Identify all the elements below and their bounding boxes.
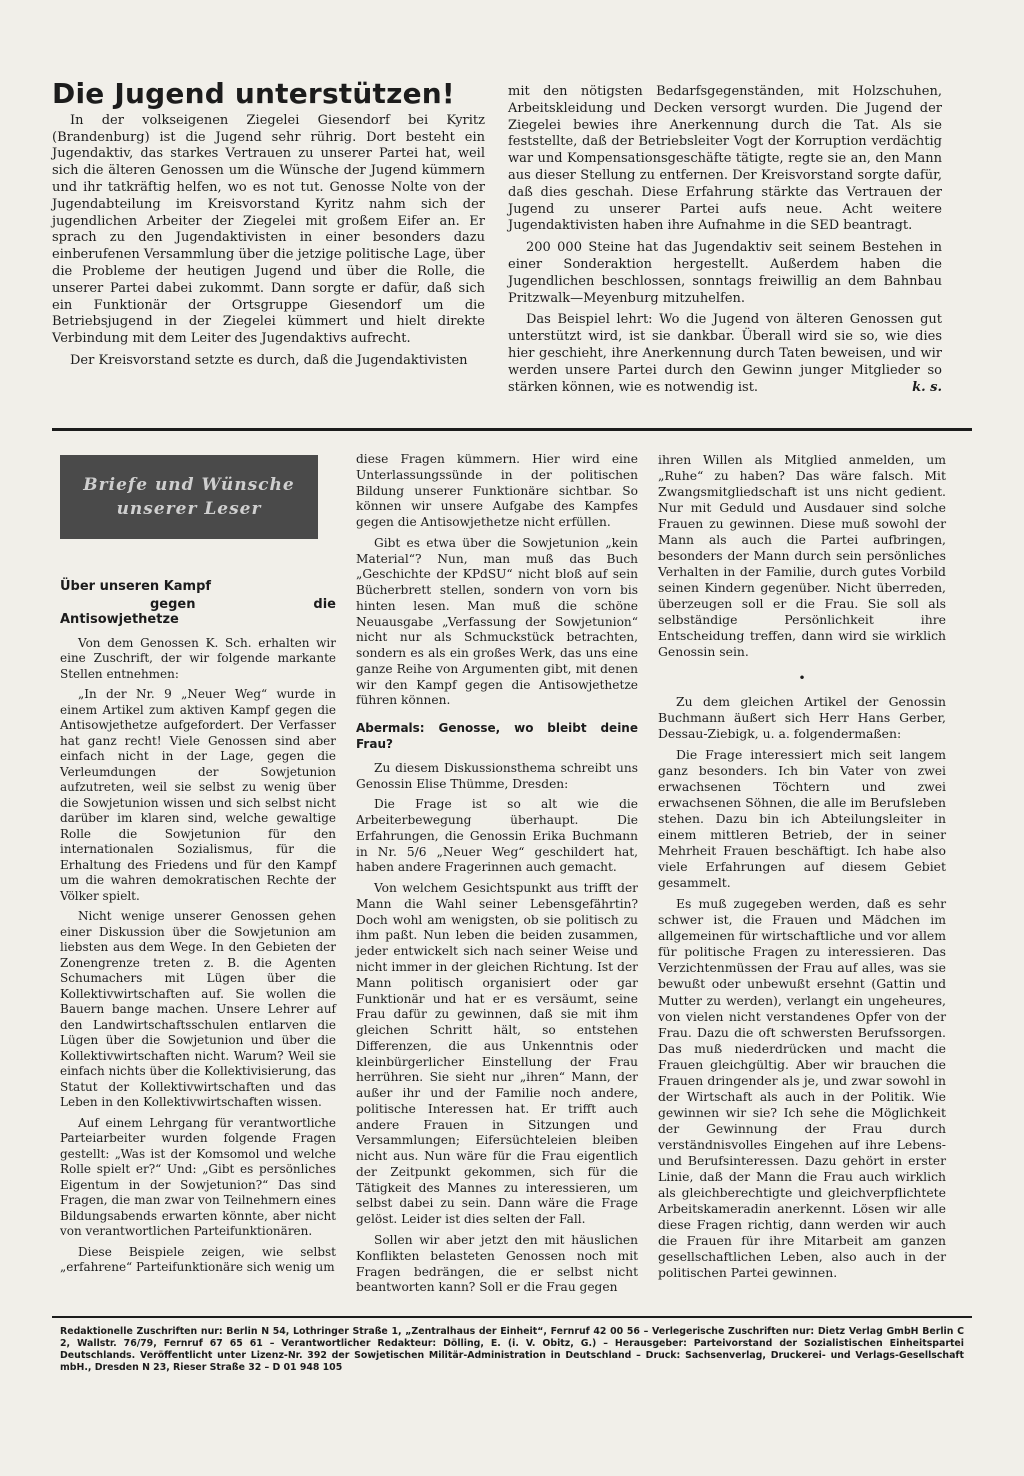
letters-banner — [60, 455, 318, 539]
letter-paragraph: „In der Nr. 9 „Neuer Weg“ wurde in einem Artikel zum aktiven Kampf gegen die Antisowjethetze aufgefordert. Der Verfasser hat ganz recht! Viele Genossen sind aber einfach nicht in der Lage, gegen die Verleumdungen der Sowjetunion aufzutreten, weil sie selbst zu wenig über die Sowjetunion wissen und sich selbst nicht darüber im klaren sind, welche gewaltige Rolle die Sowjetunion für den internationalen Sozialismus, für die Erhaltung des Friedens und für den Kampf um die wahren demokratischen Rechte der Völker spielt. — [60, 687, 336, 903]
section-divider — [52, 428, 972, 431]
banner-line-1: Briefe und Wünsche — [83, 475, 295, 495]
letter-paragraph: Nicht wenige unserer Genossen gehen einer Diskussion über die Sowjetunion am liebsten aus dem Wege. In den Gebieten der Zonengrenze treten z. B. die Agenten Schumachers mit Lügen über die Kollektivwirtschaften auf. Sie wollen die Bauern bange machen. Unsere Lehrer auf den Landwirtschaftsschulen entlarven die Lügen über die Sowjetunion und über die Kollektivwirtschaften nicht. Warum? Weil sie einfach nichts über die Kollektivisierung, das Statut der Kollektivwirtschaften und das Leben in den Kollektivwirtschaften wissen. — [60, 909, 336, 1109]
footer-divider — [52, 1316, 972, 1318]
article-paragraph: Der Kreisvorstand setzte es durch, daß die Jugendaktivisten — [70, 352, 468, 368]
article-paragraph: 200 000 Steine hat das Jugendaktiv seit seinem Bestehen in einer Sonderaktion hergestellt. Außerdem haben die Jugendlichen beschlossen, sonntags freiwillig an dem Bahnbau Pritzwalk—Meyenburg mitzuhelfen. — [508, 240, 942, 306]
article-left-column — [52, 77, 485, 375]
letter-paragraph: ihren Willen als Mitglied anmelden, um „Ruhe“ zu haben? Das wäre falsch. Mit Zwangsmitgliedschaft ist uns nicht gedient. Nur mit Geduld und Ausdauer sind solche Frauen zu gewinnen. Diese muß sowohl der Mann als auch die Partei aufbringen, besonders der Mann durch sein persönliches Verhalten in der Familie, durch gutes Vorbild seinen Kindern gegenüber. Nicht überreden, überzeugen soll er die Frau. Sie soll als selbständige Persönlichkeit ihre Entscheidung treffen, dann wird sie wirklich Genossin sein. — [658, 452, 946, 660]
article-paragraph-text: Das Beispiel lehrt: Wo die Jugend von älteren Genossen gut unterstützt wird, ist sie dankbar. Überall wird sie so, wie dies hier geschieht, ihre Anerkennung durch Taten beweisen, und wir werden unsere Partei durch den Gewinn junger Mitglieder so stärken können, wie es notwendig ist. — [508, 312, 942, 395]
letter-paragraph: Diese Beispiele zeigen, wie selbst „erfahrene“ Parteifunktionäre sich wenig um — [60, 1244, 336, 1274]
section-heading: Abermals: Genosse, wo bleibt deine Frau? — [356, 721, 638, 752]
letters-column-3 — [658, 452, 946, 1286]
letter-paragraph: Die Frage interessiert mich seit langem ganz besonders. Ich bin Vater von zwei erwachsenen Töchtern und zwei erwachsenen Söhnen, die alle im Berufsleben stehen. Dazu bin ich Abteilungsleiter in einem mittleren Betrieb, der in seiner Mehrheit Frauen beschäftigt. Ich habe also viele Erfahrungen auf diesem Gebiet gesammelt. — [658, 747, 946, 891]
letters-column-1 — [60, 452, 336, 1281]
article-headline: Die Jugend unterstützen! — [52, 77, 455, 110]
section-heading: Über unseren Kampf — [60, 579, 212, 594]
article-paragraph: mit den nötigsten Bedarfsgegenständen, mit Holzschuhen, Arbeitskleidung und Decken versorgt wurden. Die Jugend der Ziegelei bewies ihre Anerkennung durch die Tat. Als sie feststellte, daß der Betriebsleiter Vogt der Korruption verdächtig war und Kompensationsgeschäfte tätigte, regte sie an, den Mann aus dieser Stellung zu entfernen. Der Kreisvorstand sorgte dafür, daß dies geschah. Diese Erfahrung stärkte das Vertrauen der Jugend zu unserer Partei aufs neue. Acht weitere Jugendaktivisten haben ihre Aufnahme in die SED beantragt. — [508, 84, 942, 234]
separator-bullet: • — [798, 670, 806, 686]
letter-paragraph: Sollen wir aber jetzt den mit häuslichen Konflikten belasteten Genossen noch mit Fragen bedrängen, die er selbst nicht beantworten kann? Soll er die Frau gegen — [356, 1232, 638, 1295]
letter-paragraph: Von dem Genossen K. Sch. erhalten wir eine Zuschrift, der wir folgende markante Stellen entnehmen: — [60, 635, 336, 681]
article-paragraph — [508, 312, 942, 396]
article-right-column — [508, 84, 942, 401]
author-signature: k. s. — [912, 379, 942, 395]
section-heading-continued: gegen die Antisowjethetze — [60, 596, 336, 627]
letter-paragraph: diese Fragen kümmern. Hier wird eine Unterlassungssünde in der politischen Bildung unserer Funktionäre sichtbar. So können wir unsere Aufgabe des Kampfes gegen die Antisowjethetze nicht erfüllen. — [356, 452, 638, 530]
letter-paragraph: Auf einem Lehrgang für verantwortliche Parteiarbeiter wurden folgende Fragen gestellt: „Was ist der Komsomol und welche Rolle spielt er?“ Und: „Gibt es persönliches Eigentum in der Sowjetunion?“ Das sind Fragen, die man zwar von Teilnehmern eines Bildungsabends erwarten könnte, aber nicht von verantwortlichen Parteifunktionären. — [60, 1115, 336, 1238]
letters-column-2 — [356, 452, 638, 1301]
article-paragraph: In der volkseigenen Ziegelei Giesendorf bei Kyritz (Brandenburg) ist die Jugend sehr rührig. Dort besteht ein Jugendaktiv, das starkes Vertrauen zu unserer Partei hat, weil sich die älteren Genossen um die Wünsche der Jugend kümmern und ihr tatkräftig helfen, wo es not tut. Genosse Nolte von der Jugendabteilung im Kreisvorstand Kyritz nahm sich der jugendlichen Arbeiter der Ziegelei mit großem Eifer an. Er sprach zu den Jugendaktivisten in einer besonders dazu einberufenen Versammlung über die jetzige politische Lage, über die Probleme der heutigen Jugend und über die Rolle, die unserer Partei dabei zukommt. Dann sorgte er dafür, daß sich ein Funktionär der Ortsgruppe Giesendorf um die Betriebsjugend in der Ziegelei kümmert und hielt direkte Verbindung mit dem Leiter des Jugendaktivs aufrecht. — [52, 112, 485, 347]
letter-paragraph: Zu diesem Diskussionsthema schreibt uns Genossin Elise Thümme, Dresden: — [356, 760, 638, 791]
letter-paragraph: Zu dem gleichen Artikel der Genossin Buchmann äußert sich Herr Hans Gerber, Dessau-Ziebigk, u. a. folgendermaßen: — [658, 694, 946, 742]
letter-paragraph: Von welchem Gesichtspunkt aus trifft der Mann die Wahl seiner Lebensgefährtin? Doch wohl am wenigsten, ob sie politisch zu ihm paßt. Nun leben die beiden zusammen, jeder entwickelt sich nach seiner Weise und nicht immer in der gleichen Richtung. Ist der Mann politisch organisiert oder gar Funktionär und hat er es versäumt, seine Frau dafür zu gewinnen, daß sie mit ihm gleichen Schritt hält, so entstehen Differenzen, die aus Unkenntnis oder kleinbürgerlicher Einstellung der Frau herrühren. Sie sieht nur „ihren“ Mann, der außer ihr und der Familie noch andere, politische Interessen hat. Er trifft auch andere Frauen in Sitzungen und Versammlungen; Eifersüchteleien bleiben nicht aus. Nun wäre für die Frau eigentlich der Zeitpunkt gekommen, sich für die Tätigkeit des Mannes zu interessieren, um selbst dabei zu sein. Dann wäre die Frage gelöst. Leider ist dies selten der Fall. — [356, 881, 638, 1227]
letter-paragraph: Es muß zugegeben werden, daß es sehr schwer ist, die Frauen und Mädchen im allgemeinen für wirtschaftliche und vor allem für politische Fragen zu interessieren. Das Verzichtenmüssen der Frau auf alles, was sie bewußt oder unbewußt ersehnt (Gattin und Mutter zu werden), verlangt ein ungeheures, von vielen nicht verstandenes Opfer von der Frau. Dazu die oft schwersten Berufssorgen. Das muß niederdrücken und macht die Frauen gleichgültig. Aber wir brauchen die Frauen dringender als je, und zwar sowohl in der Wirtschaft als auch in der Politik. Wie gewinnen wir sie? Ich sehe die Möglichkeit der Gewinnung der Frau durch verständnisvolles Eingehen auf ihre Lebens- und Berufsinteressen. Dazu gehört in erster Linie, daß der Mann die Frau auch wirklich als gleichberechtigte und gleichverpflichtete Arbeitskameradin anerkennt. Lösen wir alle diese Fragen richtig, dann werden wir auch die Frauen für ihre Mitarbeit am ganzen gesellschaftlichen Leben, also auch in der politischen Partei gewinnen. — [658, 896, 946, 1280]
imprint-footer: Redaktionelle Zuschriften nur: Berlin N 54, Lothringer Straße 1, „Zentralhaus der Einheit“, Fernruf 42 00 56 – Verlegerische Zuschriften nur: Dietz Verlag GmbH Berlin C 2, Wallstr. 76/79, Fernruf 67 65 61 – Verantwortlicher Redakteur: Dölling, E. (i. V. Obitz, G.) – Herausgeber: Parteivorstand der Sozialistischen Einheitspartei Deutschlands. Veröffentlicht unter Lizenz-Nr. 392 der Sowjetischen Militär-Administration in Deutschland – Druck: Sachsenverlag, Druckerei- und Verlags-Gesellschaft mbH., Dresden N 23, Rieser Straße 32 – D 01 948 105 — [60, 1326, 964, 1373]
banner-line-2: unserer Leser — [116, 499, 262, 519]
letter-paragraph: Die Frage ist so alt wie die Arbeiterbewegung überhaupt. Die Erfahrungen, die Genossin Erika Buchmann in Nr. 5/6 „Neuer Weg“ geschildert hat, haben andere Fragerinnen auch gemacht. — [356, 797, 638, 875]
letter-paragraph: Gibt es etwa über die Sowjetunion „kein Material“? Nun, man muß das Buch „Geschichte der KPdSU“ nicht bloß auf sein Bücherbrett stellen, sondern von vorn bis hinten lesen. Man muß die schöne Neuausgabe „Verfassung der Sowjetunion“ nicht nur als Schmuckstück betrachten, sondern es als ein großes Werk, das uns eine ganze Reihe von Argumenten gibt, mit denen wir den Kampf gegen die Antisowjethetze führen können. — [356, 535, 638, 708]
